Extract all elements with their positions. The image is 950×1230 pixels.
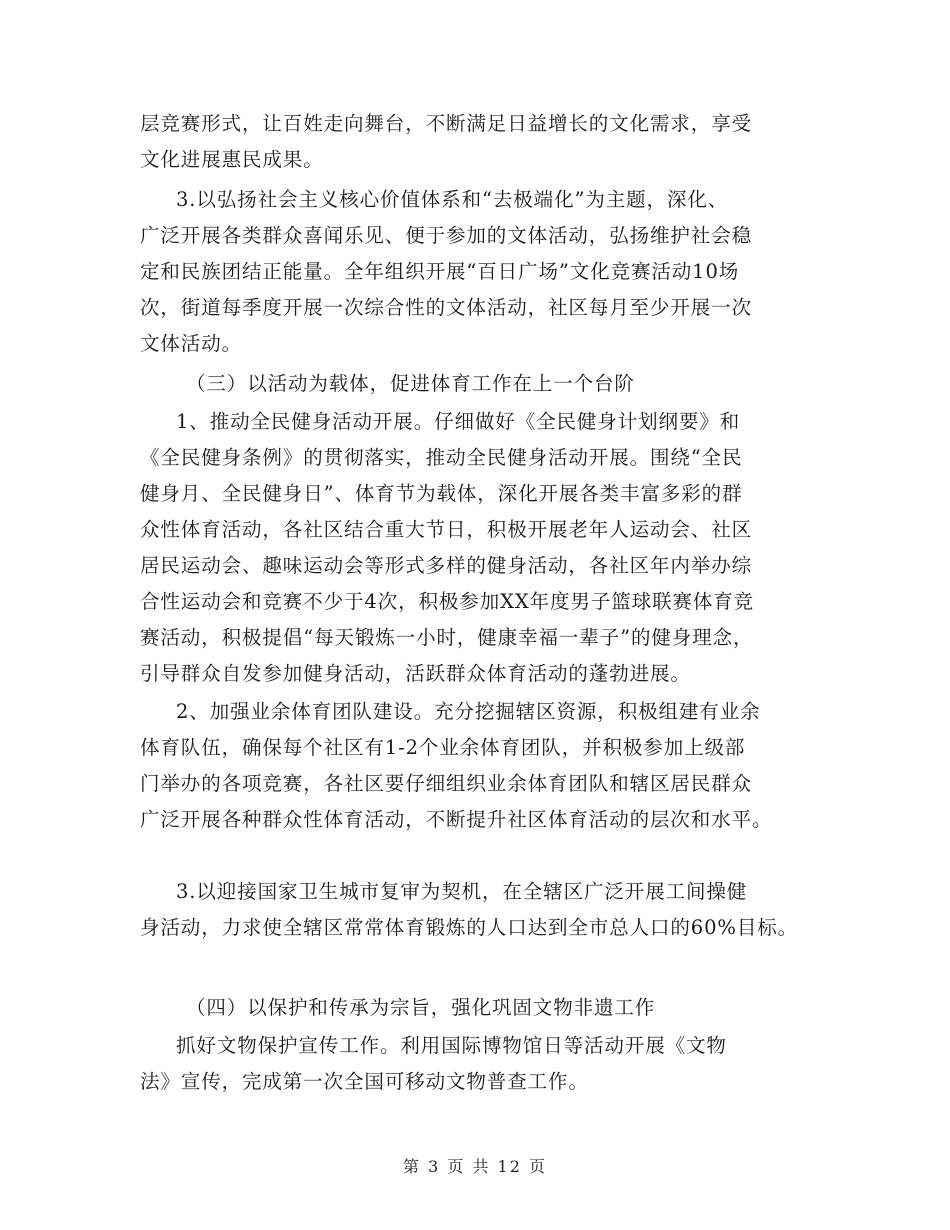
paragraph-line: 3.以弘扬社会主义核心价值体系和“去极端化”为主题，深化、 [176,188,729,211]
paragraph-line: 《全民健身条例》的贯彻落实，推动全民健身活动开展。围绕“全民 [140,446,743,469]
paragraph-line: 抓好文物保护宣传工作。利用国际博物馆日等活动开展《文物 [176,1034,727,1057]
paragraph-line: 3.以迎接国家卫生城市复审为契机，在全辖区广泛开展工间操健 [176,880,748,903]
paragraph-line: 1、推动全民健身活动开展。仔细做好《全民健身计划纲要》和 [176,410,741,433]
paragraph-line: 合性运动会和竞赛不少于4次，积极参加XX年度男子篮球联赛体育竞 [140,590,755,613]
paragraph-line: 体育队伍，确保每个社区有1-2个业余体育团队，并积极参加上级部 [140,736,746,759]
paragraph-line: 文体活动。 [140,332,243,355]
paragraph-line: 居民运动会、趣味运动会等形式多样的健身活动，各社区年内举办综 [140,554,753,577]
paragraph-line: 次，街道每季度开展一次综合性的文体活动，社区每月至少开展一次 [140,296,753,319]
paragraph-line: 广泛开展各种群众性体育活动，不断提升社区体育活动的层次和水平。 [140,808,773,831]
paragraph-line: 2、加强业余体育团队建设。充分挖掘辖区资源，积极组建有业余 [176,700,761,723]
paragraph-line: 门举办的各项竞赛，各社区要仔细组织业余体育团队和辖区居民群众 [140,772,753,795]
paragraph-line: 文化进展惠民成果。 [140,148,324,171]
paragraph-line: 法》宣传，完成第一次全国可移动文物普查工作。 [140,1070,589,1093]
paragraph-line: 身活动，力求使全辖区常常体育锻炼的人口达到全市总人口的60%目标。 [140,916,799,939]
paragraph-line: 健身月、全民健身日”、体育节为载体，深化开展各类丰富多彩的群 [140,482,743,505]
paragraph-line: 层竞赛形式，让百姓走向舞台，不断满足日益增长的文化需求，享受 [140,112,753,135]
paragraph-line: 广泛开展各类群众喜闻乐见、便于参加的文体活动，弘扬维护社会稳 [140,224,753,247]
paragraph-line: 定和民族团结正能量。全年组织开展“百日广场”文化竞赛活动10场 [140,260,740,283]
section-heading-3: （三）以活动为载体，促进体育工作在上一个台阶 [186,372,635,395]
page-number-footer: 第 3 页 共 12 页 [403,1157,547,1176]
section-heading-4: （四）以保护和传承为宗旨，强化巩固文物非遗工作 [186,996,656,1019]
paragraph-line: 引导群众自发参加健身活动，活跃群众体育活动的蓬勃进展。 [140,662,691,685]
paragraph-line: 众性体育活动，各社区结合重大节日，积极开展老年人运动会、社区 [140,518,753,541]
paragraph-line: 赛活动，积极提倡“每天锻炼一小时，健康幸福一辈子”的健身理念， [140,626,754,649]
